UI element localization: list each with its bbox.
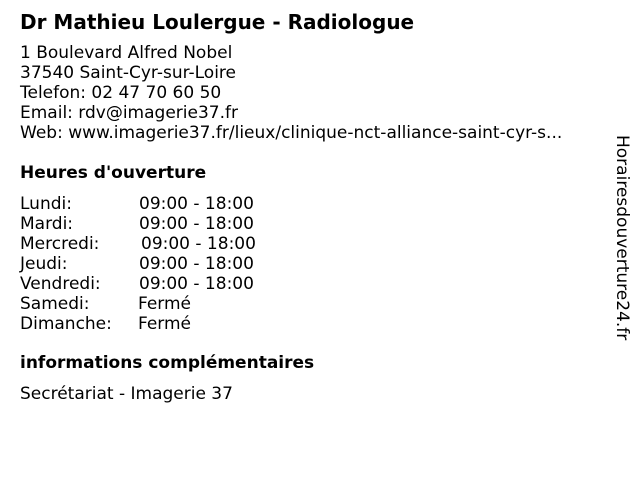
contact-block — [20, 43, 562, 143]
day-label: Samedi: — [20, 294, 90, 314]
day-label: Dimanche: — [20, 314, 112, 334]
hours-row-friday — [20, 274, 256, 294]
email-address: Email: rdv@imagerie37.fr — [20, 103, 238, 123]
additional-info-heading: informations complémentaires — [20, 353, 315, 373]
phone-number: Telefon: 02 47 70 60 50 — [20, 83, 222, 103]
time-value: 09:00 - 18:00 — [139, 194, 254, 214]
time-value: 09:00 - 18:00 — [139, 274, 254, 294]
day-label: Mardi: — [20, 214, 74, 234]
day-label: Jeudi: — [20, 254, 68, 274]
time-value: Fermé — [138, 314, 192, 334]
city-address: 37540 Saint-Cyr-sur-Loire — [20, 63, 236, 83]
time-value: 09:00 - 18:00 — [139, 254, 254, 274]
day-label: Vendredi: — [20, 274, 101, 294]
hours-row-saturday — [20, 294, 256, 314]
site-watermark: Horairesdouverture24.fr — [612, 135, 632, 341]
page-title: Dr Mathieu Loulergue - Radiologue — [20, 10, 415, 34]
time-value: 09:00 - 18:00 — [139, 214, 254, 234]
hours-row-monday — [20, 194, 256, 214]
opening-hours-table — [20, 194, 256, 334]
hours-row-wednesday — [20, 234, 256, 254]
day-label: Mercredi: — [20, 234, 100, 254]
hours-row-thursday — [20, 254, 256, 274]
opening-hours-heading: Heures d'ouverture — [20, 163, 207, 183]
street-address: 1 Boulevard Alfred Nobel — [20, 43, 233, 63]
website-link[interactable]: Web: www.imagerie37.fr/lieux/clinique-nct-alliance-saint-cyr-s... — [20, 123, 563, 143]
time-value: Fermé — [138, 294, 192, 314]
hours-row-sunday — [20, 314, 256, 334]
day-label: Lundi: — [20, 194, 72, 214]
additional-info-text: Secrétariat - Imagerie 37 — [20, 384, 233, 404]
hours-row-tuesday — [20, 214, 256, 234]
time-value: 09:00 - 18:00 — [141, 234, 256, 254]
